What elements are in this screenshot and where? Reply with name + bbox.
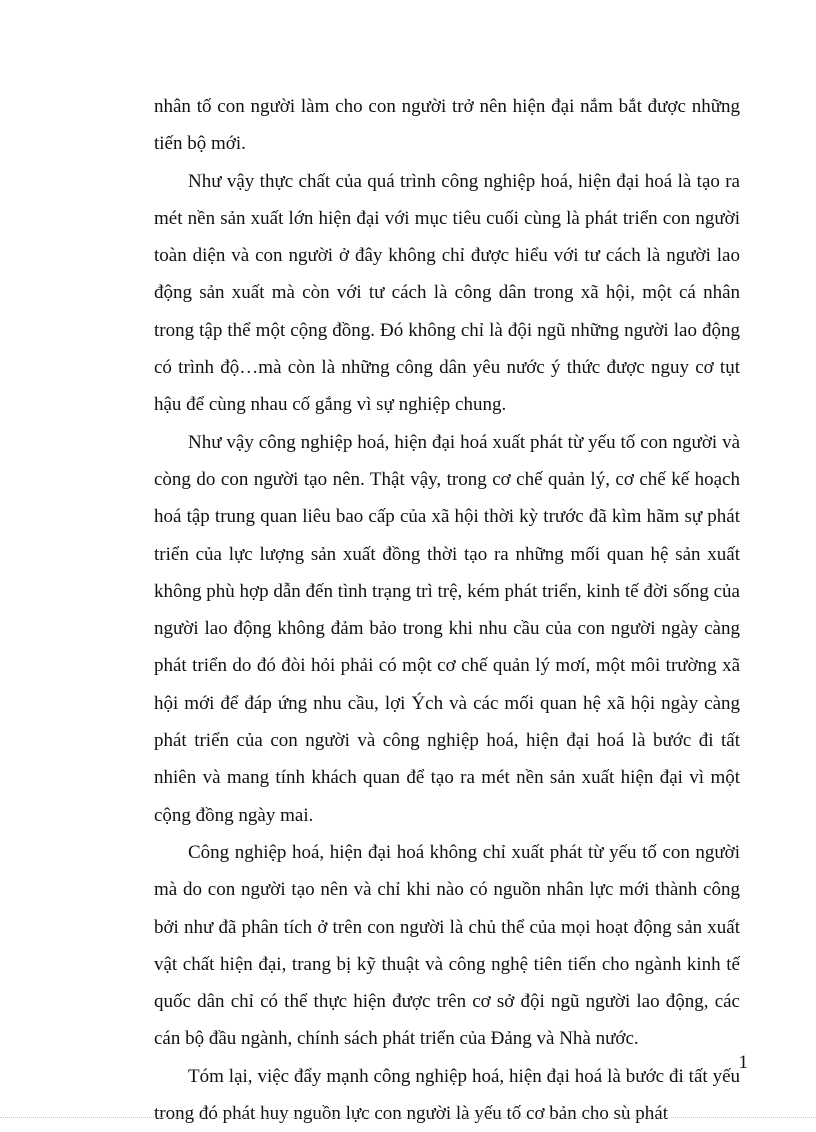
paragraph-5: Tóm lại, việc đẩy mạnh công nghiệp hoá, hiện đại hoá là bước đi tất yếu trong đó phát huy nguồn lực con người là yếu tố cơ bản cho sù phát [154,1065,740,1125]
body-text [154,88,740,1132]
paragraph-3: Như vậy công nghiệp hoá, hiện đại hoá xuất phát từ yếu tố con người và còng do con người tạo nên. Thật vậy, trong cơ chế quản lý, cơ chế kế hoạch hoá tập trung quan liêu bao cấp của xã hội thời kỳ trước đã kìm hãm sự phát triển của lực lượng sản xuất đồng thời tạo ra những mối quan hệ sản xuất không phù hợp dẫn đến tình trạng trì trệ, kém phát triển, kinh tế đời sống của người lao động không đảm bảo trong khi nhu cầu của con người ngày càng phát triển do đó đòi hỏi phải có một cơ chế quản lý mơí, một môi trường xã hội mới để đáp ứng nhu cầu, lợi Ých và các mối quan hệ xã hội ngày càng phát triển của con người và công nghiệp hoá, hiện đại hoá là bước đi tất nhiên và mang tính khách quan để tạo ra mét nền sản xuất hiện đại vì một cộng đồng ngày mai. [154,431,740,826]
paragraph-2: Như vậy thực chất của quá trình công nghiệp hoá, hiện đại hoá là tạo ra mét nền sản xuất lớn hiện đại với mục tiêu cuối cùng là phát triển con người toàn diện và con người ở đây không chỉ được hiểu với tư cách là người lao động sản xuất mà còn với tư cách là công dân trong xã hội, một cá nhân trong tập thể một cộng đồng. Đó không chỉ là đội ngũ những người lao động có trình độ…mà còn là những công dân yêu nước ý thức được nguy cơ tụt hậu để cùng nhau cố gắng vì sự nghiệp chung. [154,170,740,416]
paragraph-4: Công nghiệp hoá, hiện đại hoá không chỉ xuất phát từ yếu tố con người mà do con người tạo nên và chỉ khi nào có nguồn nhân lực mới thành công bởi như đã phân tích ở trên con người là chủ thể của mọi hoạt động sản xuất vật chất hiện đại, trang bị kỹ thuật và công nghệ tiên tiến cho ngành kinh tế quốc dân chỉ có thể thực hiện được trên cơ sở đội ngũ người lao động, các cán bộ đầu ngành, chính sách phát triển của Đảng và Nhà nước. [154,841,740,1050]
page-edge-divider [0,1117,816,1118]
paragraph-1: nhân tố con người làm cho con người trở nên hiện đại nắm bắt được những tiến bộ mới. [154,96,740,155]
page-number: 1 [738,1052,748,1073]
